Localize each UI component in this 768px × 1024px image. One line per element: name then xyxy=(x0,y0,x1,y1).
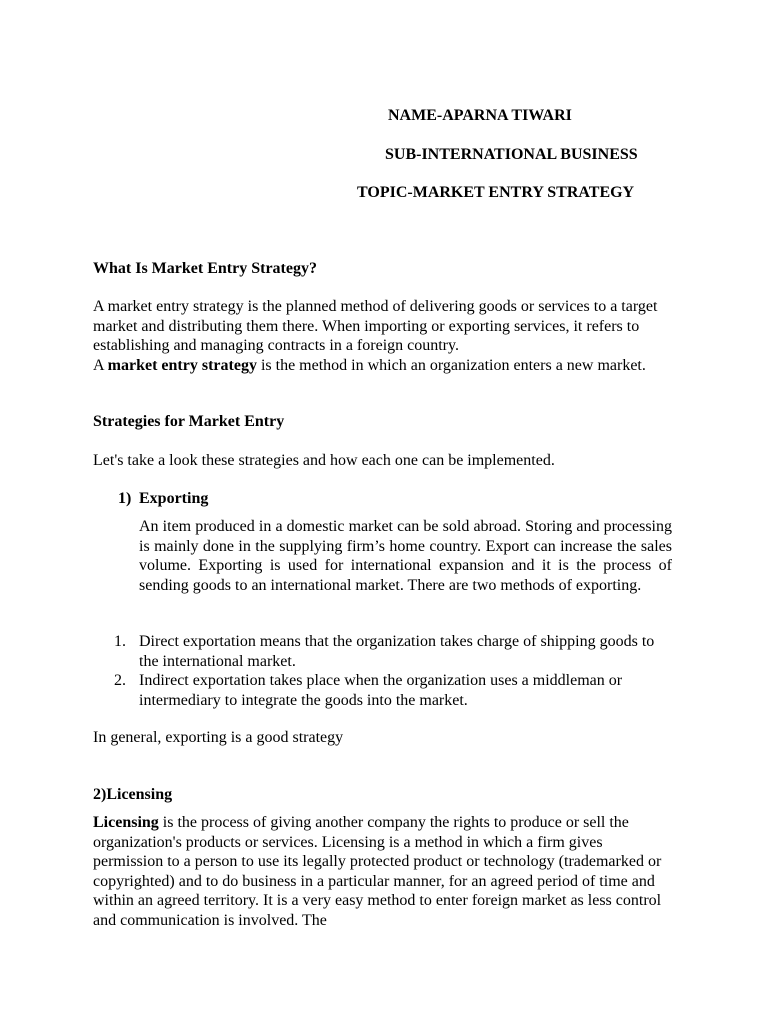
licensing-body: is the process of giving another company the rights to produce or sell the organization's products or services. Licensing is a method in which a firm gives permission to a person to use its legally protected product or technology (trademarked or copyrighted) and to do business in a particular manner, for an agreed period of time and within an agreed territory. It is a very easy method to enter foreign market as less control and communication is involved. The xyxy=(93,814,662,929)
list-item xyxy=(114,632,672,671)
exporting-body: An item produced in a domestic market can be sold abroad. Storing and processing is mainly done in the supplying firm’s home country. Export can increase the sales volume. Exporting is used for international expansion and it is the process of sending goods to an international market. There are two methods of exporting. xyxy=(139,518,672,594)
list-item-text: Indirect exportation takes place when the organization uses a middleman or intermediary to integrate the goods into the market. xyxy=(139,672,623,709)
exporting-heading xyxy=(118,489,208,509)
exporting-number: 1) xyxy=(118,490,132,507)
list-item xyxy=(114,671,672,710)
strategies-intro-text: Let's take a look these strategies and how each one can be implemented. xyxy=(93,452,555,469)
author-name: NAME-APARNA TIWARI xyxy=(388,107,572,124)
subject-line: SUB-INTERNATIONAL BUSINESS xyxy=(385,146,638,163)
export-methods-list xyxy=(114,632,672,710)
exporting-title: Exporting xyxy=(139,490,209,507)
topic-line: TOPIC-MARKET ENTRY STRATEGY xyxy=(357,184,635,201)
licensing-heading: 2)Licensing xyxy=(93,786,173,803)
intro-paragraph xyxy=(93,297,675,375)
definition-rest: is the method in which an organization enters a new market. xyxy=(256,356,646,374)
list-item-text: Direct exportation means that the organization takes charge of shipping goods to the international market. xyxy=(139,633,655,670)
list-item-number: 1. xyxy=(114,633,126,650)
exporting-summary: In general, exporting is a good strategy xyxy=(93,729,344,746)
section-heading-strategies: Strategies for Market Entry xyxy=(93,413,285,430)
definition-text: A market entry strategy is the planned method of delivering goods or services to a target market and distributing them there. When importing or exporting services, it refers to establishing and managing contracts in a foreign country. xyxy=(93,298,658,354)
definition-bold-term: market entry strategy xyxy=(107,356,257,374)
list-item-number: 2. xyxy=(114,672,126,689)
section-heading-what-is: What Is Market Entry Strategy? xyxy=(93,260,317,277)
definition-prefix: A xyxy=(93,356,108,374)
licensing-bold-lead: Licensing xyxy=(93,814,159,831)
definition-text-2 xyxy=(93,356,675,376)
licensing-paragraph xyxy=(93,813,675,930)
